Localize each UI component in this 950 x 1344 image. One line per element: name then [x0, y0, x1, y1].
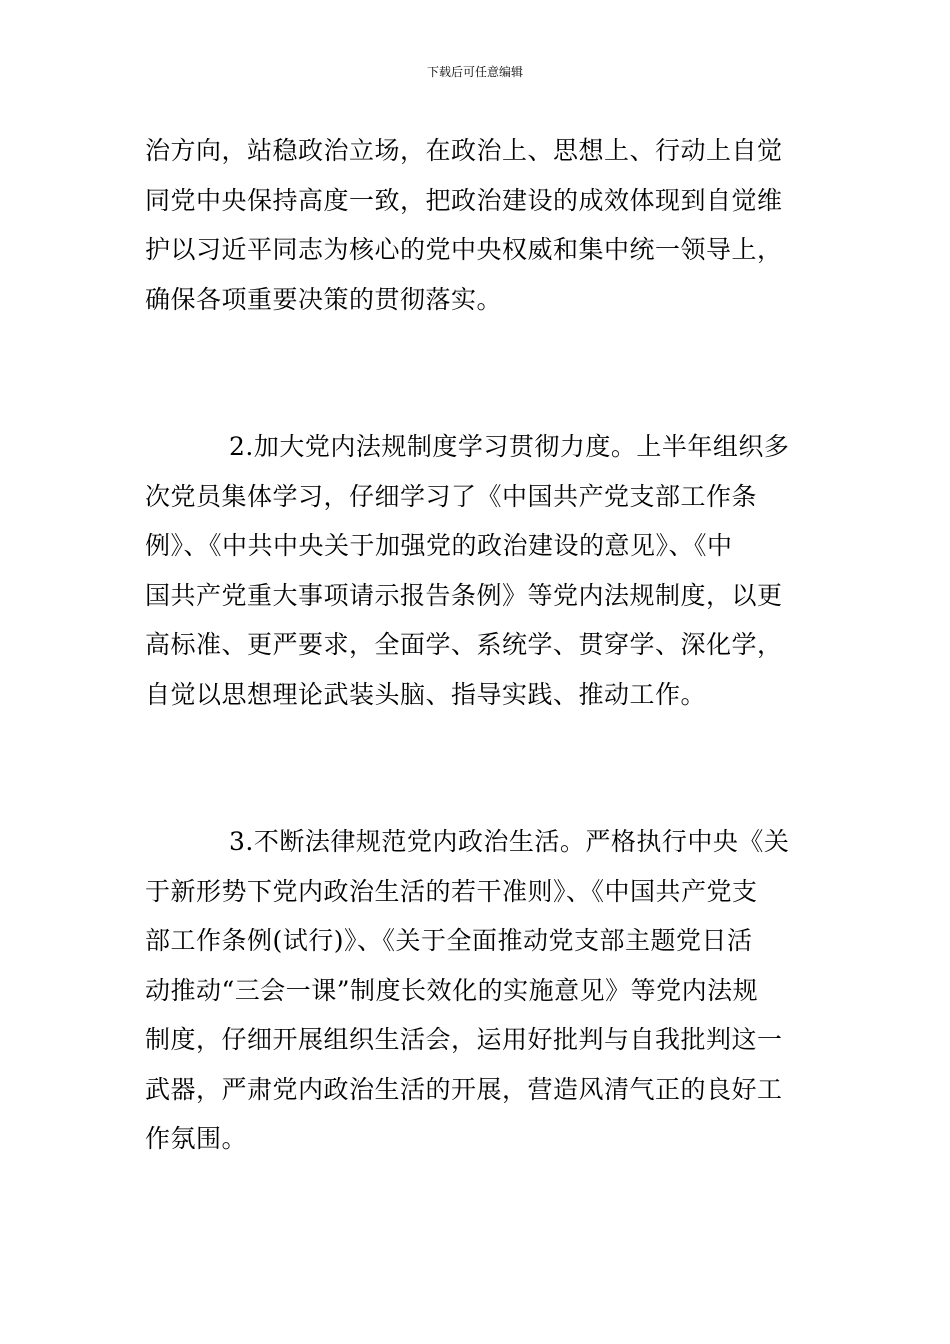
paragraph-item-3 [145, 817, 815, 1164]
paragraph-continuation [145, 126, 815, 324]
text-line: 例》、《中共中央关于加强党的政治建设的意见》、《中 [145, 531, 733, 560]
text-line: 护以习近平同志为核心的党中央权威和集中统一领导上， [145, 235, 783, 264]
text-line: 动推动“三会一课”制度长效化的实施意见》等党内法规 [145, 975, 759, 1005]
text-line: 武器，严肃党内政治生活的开展，营造风清气正的良好工 [145, 1074, 783, 1104]
text-line: 国共产党重大事项请示报告条例》等党内法规制度，以更 [145, 580, 783, 610]
text-line: 自觉以思想理论武装头脑、指导实践、推动工作。 [145, 679, 707, 709]
page-header: 下载后可任意编辑 [426, 65, 523, 79]
text-line: 部工作条例(试行)》、《关于全面推动党支部主题党日活 [145, 926, 753, 955]
text-line: 制度，仔细开展组织生活会，运用好批判与自我批判这一 [145, 1025, 783, 1054]
text-line: 同党中央保持高度一致，把政治建设的成效体现到自觉维 [145, 185, 783, 215]
text-line: 3.不断法律规范党内政治生活。严格执行中央《关 [229, 827, 790, 856]
text-line: 次党员集体学习，仔细学习了《中国共产党支部工作条 [145, 481, 758, 511]
paragraph-item-2 [145, 422, 815, 719]
text-line: 2.加大党内法规制度学习贯彻力度。上半年组织多 [229, 432, 790, 461]
text-line: 治方向，站稳政治立场，在政治上、思想上、行动上自觉 [145, 136, 783, 165]
text-line: 于新形势下党内政治生活的若干准则》、《中国共产党支 [145, 876, 758, 906]
text-line: 作氛围。 [145, 1124, 248, 1153]
text-line: 高标准、更严要求，全面学、系统学、贯穿学、深化学， [145, 630, 783, 659]
text-line: 确保各项重要决策的贯彻落实。 [145, 284, 503, 314]
